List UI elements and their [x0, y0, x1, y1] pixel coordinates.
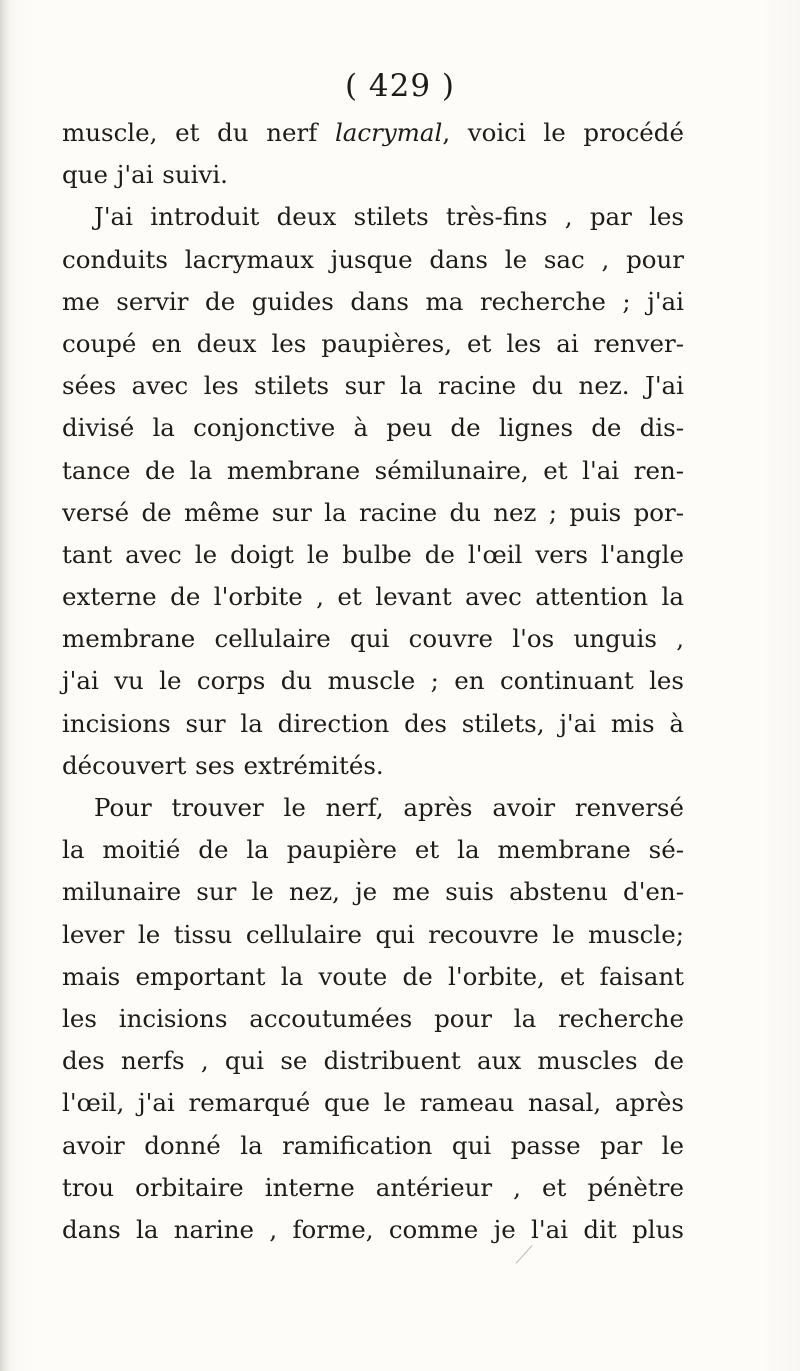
page-gutter-shadow: [0, 0, 10, 1371]
text-line: tance de la membrane sémilunaire, et l'ai ren-: [62, 455, 684, 485]
text-line: membrane cellulaire qui couvre l'os unguis ,: [62, 624, 684, 654]
text-line: coupé en deux les paupières, et les ai renver-: [62, 328, 684, 358]
text-line: des nerfs , qui se distribuent aux muscles de: [62, 1046, 684, 1076]
text-line: milunaire sur le nez, je me suis abstenu d'en-: [62, 877, 684, 907]
paragraph-start-line: J'ai introduit deux stilets très-fins , par les: [94, 202, 684, 232]
text-line: dans la narine , forme, comme je l'ai dit plus: [62, 1214, 684, 1244]
text-line: les incisions accoutumées pour la recherche: [62, 1003, 684, 1033]
page-number: ( 429 ): [344, 68, 456, 104]
text-run: muscle, et du nerf: [62, 118, 335, 147]
text-line: mais emportant la voute de l'orbite, et faisant: [62, 961, 684, 991]
text-line: que j'ai suivi.: [62, 160, 228, 190]
text-line: [62, 112, 684, 154]
text-line: incisions sur la direction des stilets, j'ai mis à: [62, 708, 684, 738]
text-line: trou orbitaire interne antérieur , et pénètre: [62, 1172, 684, 1202]
text-line: j'ai vu le corps du muscle ; en continuant les: [62, 666, 684, 696]
text-line: externe de l'orbite , et levant avec attention la: [62, 582, 684, 612]
text-line: me servir de guides dans ma recherche ; j'ai: [62, 286, 684, 316]
text-line: tant avec le doigt le bulbe de l'œil vers l'angle: [62, 539, 684, 569]
text-line: conduits lacrymaux jusque dans le sac , pour: [62, 244, 684, 274]
text-line: versé de même sur la racine du nez ; puis por-: [62, 497, 684, 527]
text-line: sées avec les stilets sur la racine du nez. J'ai: [62, 371, 684, 401]
text-line: l'œil, j'ai remarqué que le rameau nasal, après: [62, 1088, 684, 1118]
text-line: la moitié de la paupière et la membrane sé-: [62, 835, 684, 865]
text-line: avoir donné la ramification qui passe par le: [62, 1130, 684, 1160]
body-text: [62, 112, 684, 1251]
text-line: découvert ses extrémités.: [62, 750, 384, 780]
text-line: divisé la conjonctive à peu de lignes de dis-: [62, 413, 684, 443]
text-line: lever le tissu cellulaire qui recouvre le muscle;: [62, 919, 684, 949]
text-run: , voici le procédé: [442, 118, 684, 147]
italic-term-lacrymal: lacrymal: [334, 118, 443, 147]
paragraph-start-line: Pour trouver le nerf, après avoir renversé: [94, 793, 684, 822]
